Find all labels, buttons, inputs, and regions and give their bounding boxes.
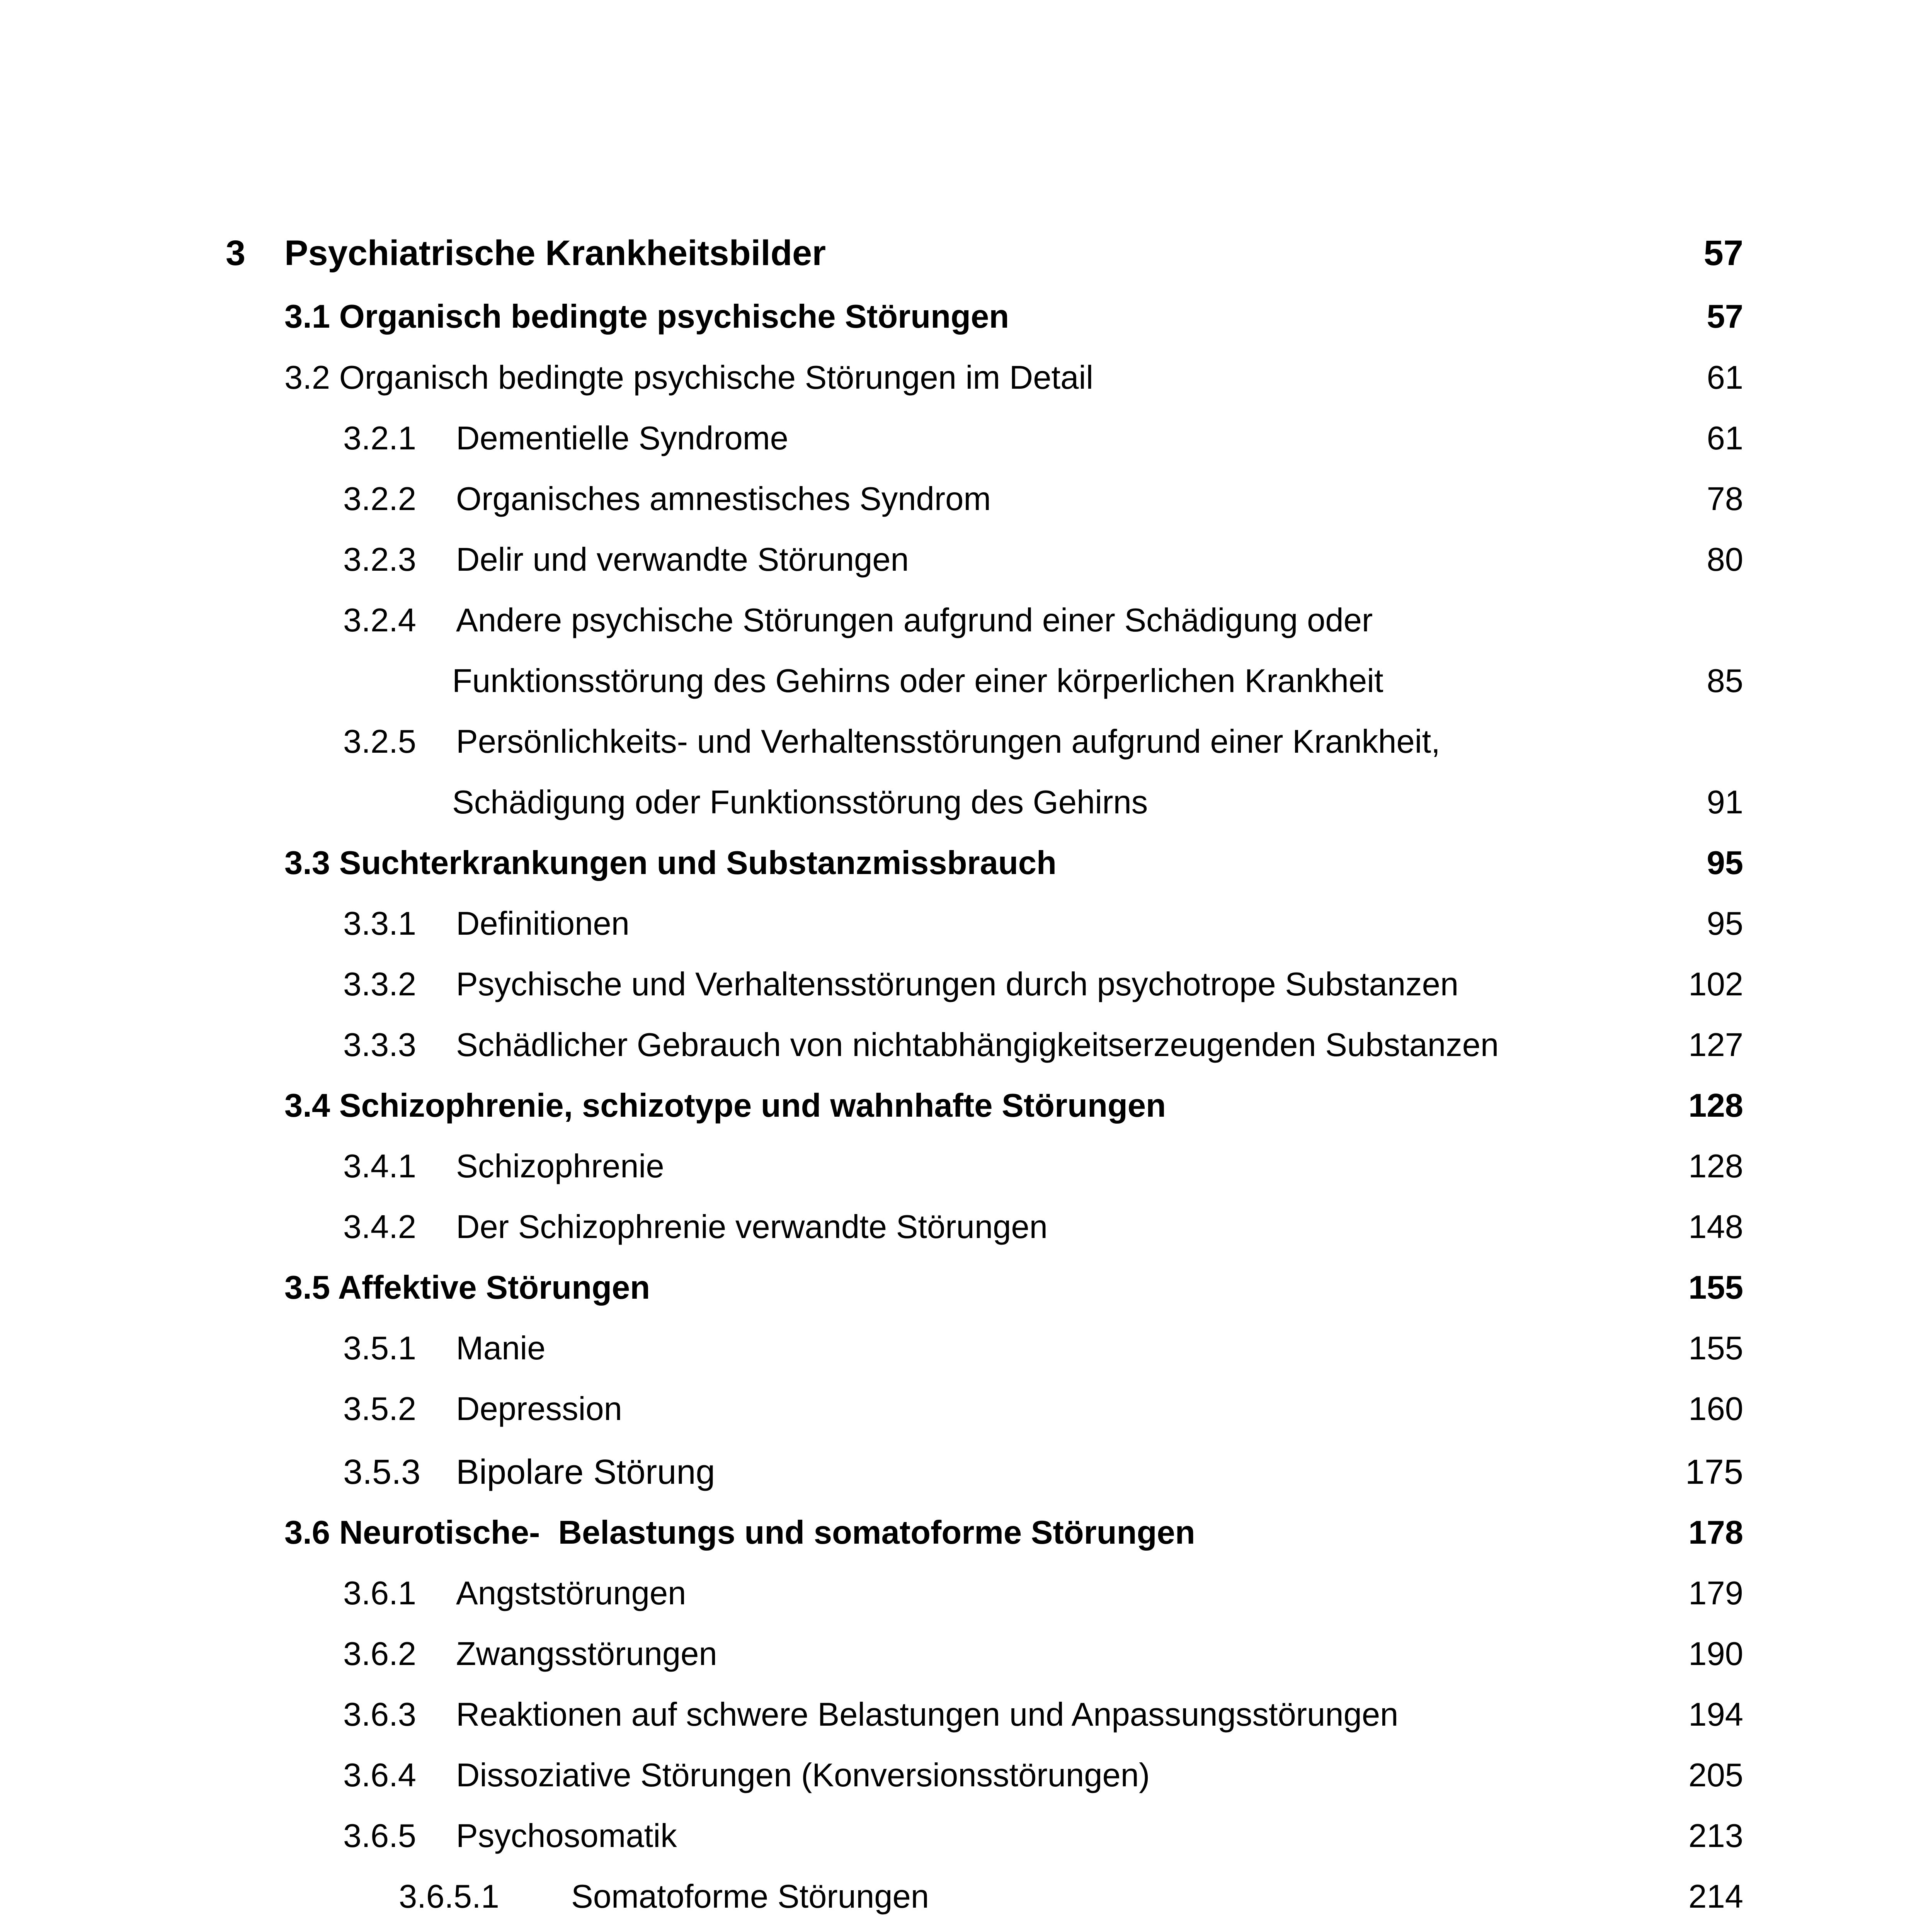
toc-page: 95 — [1707, 905, 1743, 942]
toc-title: Zwangsstörungen — [456, 1636, 717, 1672]
toc-section-3-6[interactable] — [0, 1502, 1916, 1564]
toc-page: 85 — [1707, 663, 1743, 699]
toc-title: Bipolare Störung — [456, 1453, 715, 1492]
toc-page — [1688, 1927, 1743, 1932]
toc-subsection-3-3-3[interactable] — [0, 1014, 1916, 1076]
toc-subsection-3-2-4-continued[interactable] — [0, 650, 1916, 712]
toc-subsection-3-6-2[interactable] — [0, 1623, 1916, 1685]
toc-title: 3.3 Suchterkrankungen und Substanzmissbrauch — [284, 845, 1057, 881]
toc-page: 91 — [1707, 784, 1743, 821]
toc-number: 3.3.1 — [343, 905, 417, 942]
toc-page: 80 — [1707, 541, 1743, 578]
toc-subsection-3-6-4[interactable] — [0, 1745, 1916, 1806]
toc-page: 127 — [1688, 1027, 1743, 1063]
toc-number: 3.5.2 — [343, 1391, 417, 1427]
toc-title: 3.2 Organisch bedingte psychische Störungen im Detail — [284, 359, 1094, 396]
toc-section-3-4[interactable] — [0, 1075, 1916, 1137]
toc-page: 95 — [1707, 845, 1743, 881]
toc-title: Organisches amnestisches Syndrom — [456, 481, 991, 517]
toc-section-3-2[interactable] — [0, 347, 1916, 409]
toc-number: 3.6.1 — [343, 1575, 417, 1612]
toc-title: 3.6 Neurotische- Belastungs und somatoforme Störungen — [284, 1514, 1195, 1551]
toc-title: Schizophrenie — [456, 1148, 664, 1185]
toc-title: Depression — [456, 1391, 622, 1427]
toc-title-line2: Funktionsstörung des Gehirns oder einer körperlichen Krankheit — [452, 663, 1383, 699]
toc-title: Delir und verwandte Störungen — [456, 541, 909, 578]
toc-page: 160 — [1688, 1391, 1743, 1427]
toc-number: 3.2.2 — [343, 481, 417, 517]
toc-section-3-1[interactable] — [0, 286, 1916, 348]
toc-title: Definitionen — [456, 905, 630, 942]
toc-page: 194 — [1688, 1696, 1743, 1733]
toc-title: 3.1 Organisch bedingte psychische Störungen — [284, 298, 1009, 335]
toc-page: 61 — [1707, 420, 1743, 457]
toc-subsection-3-2-3[interactable] — [0, 529, 1916, 591]
toc-subsection-3-4-1[interactable] — [0, 1136, 1916, 1197]
toc-page: 214 — [1688, 1878, 1743, 1915]
toc-page: 102 — [1688, 966, 1743, 1003]
toc-number: 3.2.3 — [343, 541, 417, 578]
toc-number: 3.3.3 — [343, 1027, 417, 1063]
toc-title: 3.4 Schizophrenie, schizotype und wahnhafte Störungen — [284, 1087, 1166, 1124]
toc-number: 3.6.2 — [343, 1636, 417, 1672]
toc-page: 190 — [1688, 1636, 1743, 1672]
toc-title-line1: Andere psychische Störungen aufgrund einer Schädigung oder — [456, 602, 1373, 639]
toc-page: 205 — [1688, 1757, 1743, 1794]
toc-title: 3.5 Affektive Störungen — [284, 1269, 650, 1306]
toc-number — [399, 1927, 499, 1932]
toc-number: 3.2.1 — [343, 420, 417, 457]
toc-subsubsection-3-6-5-1[interactable] — [0, 1866, 1916, 1928]
toc-number: 3.5.3 — [343, 1453, 421, 1492]
toc-title: Psychosomatik — [456, 1818, 677, 1854]
toc-page: 78 — [1707, 481, 1743, 517]
toc-subsection-3-6-5[interactable] — [0, 1805, 1916, 1867]
toc-subsection-3-6-3[interactable] — [0, 1684, 1916, 1746]
toc-page: 179 — [1688, 1575, 1743, 1612]
toc-chapter-3[interactable] — [0, 222, 1916, 284]
toc-title: Dementielle Syndrome — [456, 420, 788, 457]
toc-page: 213 — [1688, 1818, 1743, 1854]
toc-subsection-3-2-2[interactable] — [0, 468, 1916, 530]
toc-number: 3.6.3 — [343, 1696, 417, 1733]
toc-subsection-3-2-4[interactable] — [0, 590, 1916, 651]
toc-subsection-3-5-1[interactable] — [0, 1318, 1916, 1379]
toc-subsection-3-3-1[interactable] — [0, 893, 1916, 955]
toc-number: 3.6.5.1 — [399, 1878, 499, 1915]
toc-title: Schädlicher Gebrauch von nichtabhängigkeitserzeugenden Substanzen — [456, 1027, 1499, 1063]
toc-subsubsection-3-6-5-2[interactable] — [0, 1927, 1916, 1932]
toc-subsection-3-2-1[interactable] — [0, 408, 1916, 469]
toc-subsection-3-5-2[interactable] — [0, 1378, 1916, 1440]
toc-title: Somatoforme Störungen — [571, 1878, 929, 1915]
toc-title: Der Schizophrenie verwandte Störungen — [456, 1209, 1048, 1245]
toc-page: 175 — [1685, 1453, 1743, 1492]
toc-page: 155 — [1688, 1330, 1743, 1367]
toc-title-line1: Persönlichkeits- und Verhaltensstörungen aufgrund einer Krankheit, — [456, 723, 1440, 760]
toc-title: Manie — [456, 1330, 546, 1367]
toc-number: 3.5.1 — [343, 1330, 417, 1367]
toc-page: 178 — [1688, 1514, 1743, 1551]
toc-title: Psychische und Verhaltensstörungen durch psychotrope Substanzen — [456, 966, 1459, 1003]
toc-page: 155 — [1688, 1269, 1743, 1306]
toc-number: 3.6.4 — [343, 1757, 417, 1794]
toc-number: 3.2.4 — [343, 602, 417, 639]
toc-number: 3.4.1 — [343, 1148, 417, 1185]
toc-number: 3 — [226, 233, 246, 273]
toc-section-3-5[interactable] — [0, 1257, 1916, 1319]
toc-number: 3.6.5 — [343, 1818, 417, 1854]
toc-number: 3.4.2 — [343, 1209, 417, 1245]
toc-section-3-3[interactable] — [0, 832, 1916, 894]
toc-page: 57 — [1703, 233, 1743, 273]
toc-subsection-3-6-1[interactable] — [0, 1563, 1916, 1624]
toc-title: Reaktionen auf schwere Belastungen und Anpassungsstörungen — [456, 1696, 1399, 1733]
toc-subsection-3-4-2[interactable] — [0, 1196, 1916, 1258]
toc-page: 148 — [1688, 1209, 1743, 1245]
toc-subsection-3-3-2[interactable] — [0, 954, 1916, 1015]
toc-page: 57 — [1707, 298, 1743, 335]
toc-title: Dissoziative Störungen (Konversionsstörungen) — [456, 1757, 1150, 1794]
toc-title-line2: Schädigung oder Funktionsstörung des Gehirns — [452, 784, 1148, 821]
toc-page: 128 — [1688, 1148, 1743, 1185]
toc-title: Angststörungen — [456, 1575, 686, 1612]
toc-title: Psychiatrische Krankheitsbilder — [284, 233, 826, 273]
toc-page: 128 — [1688, 1087, 1743, 1124]
toc-subsection-3-2-5-continued[interactable] — [0, 772, 1916, 833]
toc-number: 3.2.5 — [343, 723, 417, 760]
toc-page: 61 — [1707, 359, 1743, 396]
toc-title — [571, 1927, 840, 1932]
toc-subsection-3-5-3[interactable] — [0, 1441, 1916, 1503]
toc-number: 3.3.2 — [343, 966, 417, 1003]
toc-subsection-3-2-5[interactable] — [0, 711, 1916, 773]
